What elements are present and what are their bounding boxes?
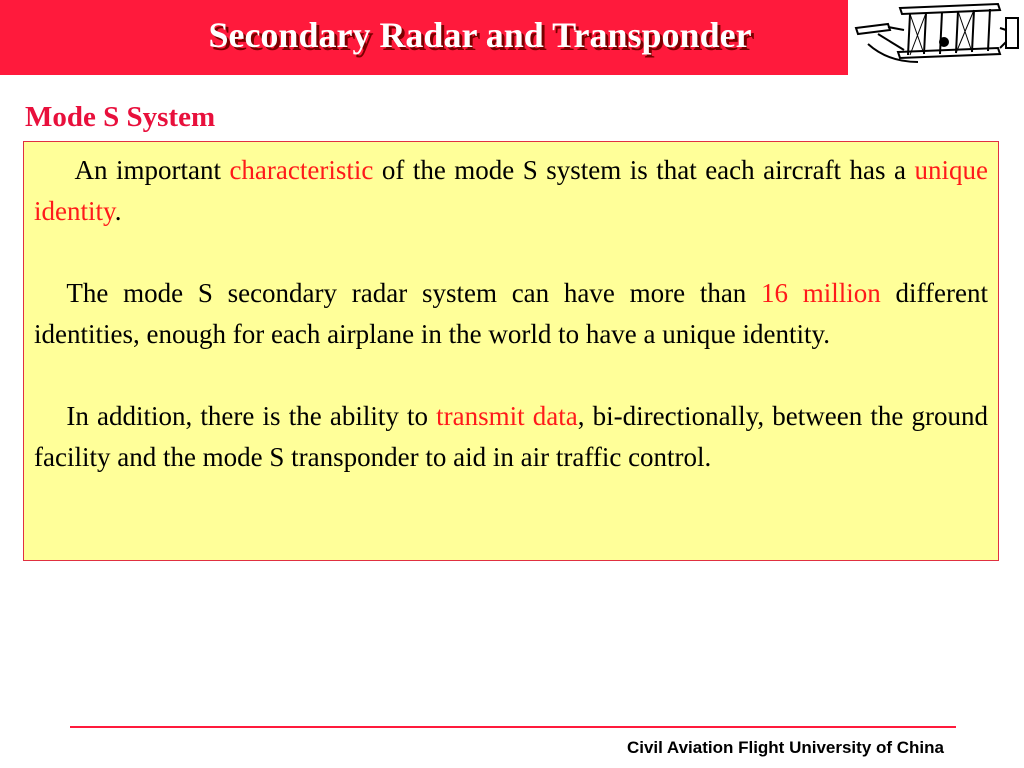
highlight-unique-identity: unique identity xyxy=(34,155,988,226)
paragraph-transmit-data xyxy=(34,396,988,478)
biplane-logo-icon xyxy=(848,0,1024,75)
paragraph-2-text-a: The mode S secondary radar system can have more than xyxy=(66,278,762,308)
footer-university-name: Civil Aviation Flight University of China xyxy=(626,738,944,757)
content-box xyxy=(23,141,999,561)
header-banner xyxy=(0,0,1024,75)
paragraph-3-text-c: , bi-directionally, between the ground facility and the mode S transponder to aid in air traffic control. xyxy=(34,401,988,472)
paragraph-1-text-e: . xyxy=(114,196,122,226)
slide-title: Secondary Radar and Transponder xyxy=(208,15,752,55)
highlight-16-million: 16 million xyxy=(761,278,881,308)
logo-panel xyxy=(848,0,1024,75)
paragraph-unique-identity xyxy=(34,150,988,232)
highlight-characteristic: characteristic xyxy=(229,155,374,185)
paragraph-16-million xyxy=(34,273,988,355)
paragraph-1-text-c: of the mode S system is that each aircraft has a xyxy=(373,155,915,185)
paragraph-1-text-a: An important xyxy=(74,155,230,185)
highlight-transmit-data: transmit data xyxy=(436,401,578,431)
paragraph-2-text-c: different identities, enough for each airplane in the world to have a unique identity. xyxy=(34,278,988,349)
footer-divider xyxy=(70,726,956,728)
section-title: Mode S System xyxy=(25,101,216,133)
paragraph-3-text-a: In addition, there is the ability to xyxy=(66,401,437,431)
